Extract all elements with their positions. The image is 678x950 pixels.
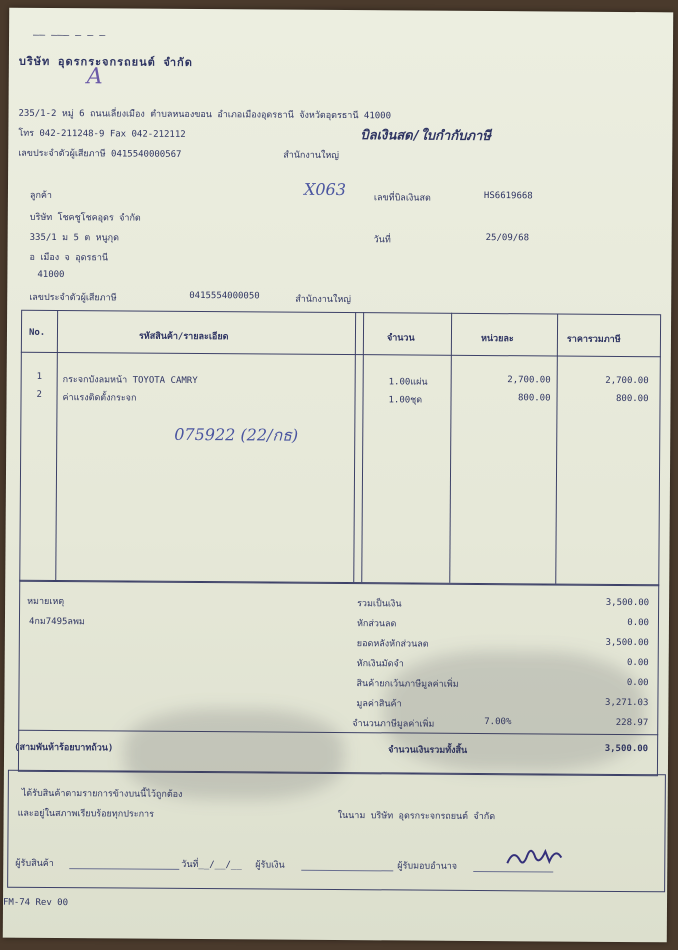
total-value: 3,271.03 (605, 697, 649, 709)
total-label: รวมเป็นเงิน (357, 599, 402, 610)
handwritten-code: X063 (303, 179, 346, 200)
company-phone: โทร 042-211248-9 Fax 042-212112 (18, 128, 186, 140)
bill-number-label: เลขที่บิลเงินสด (373, 193, 431, 204)
row-total: 800.00 (615, 393, 649, 405)
total-value: 3,500.00 (605, 637, 649, 649)
row-desc: กระจกบังลมหน้า TOYOTA CAMRY (62, 375, 198, 387)
total-value: 228.97 (615, 717, 649, 729)
bill-number: HS6619668 (483, 191, 533, 202)
col-header-qty: จำนวน (386, 333, 415, 344)
total-label: หักเงินมัดจำ (356, 659, 404, 670)
row-unit: 800.00 (517, 393, 551, 404)
remarks-label: หมายเหตุ (27, 596, 65, 608)
col-header-no: No. (28, 327, 46, 338)
handwritten-stamp: A (86, 64, 103, 90)
total-label: ยอดหลังหักส่วนลด (356, 639, 429, 650)
received-line1: ได้รับสินค้าตามรายการข้างบนนี้ไว้ถูกต้อง (21, 788, 183, 800)
vat-rate: 7.00% (484, 717, 512, 728)
total-label: สินค้ายกเว้นภาษีมูลค่าเพิ่ม (356, 679, 459, 690)
total-label: จำนวนภาษีมูลค่าเพิ่ม (352, 719, 435, 730)
company-tax-id: เลขประจำตัวผู้เสียภาษี 0415540000567 (18, 148, 182, 160)
customer-label: ลูกค้า (29, 190, 53, 201)
total-value: 3,500.00 (605, 597, 650, 609)
row-qty: 1.00ชุด (388, 395, 423, 406)
customer-name: บริษัท โชคชูโชคอุดร จำกัด (29, 212, 141, 224)
grand-total-label: จำนวนเงินรวมทั้งสิ้น (388, 745, 468, 756)
row-no: 2 (36, 389, 43, 400)
sig-date-label: วันที่__/__/__ (181, 859, 242, 871)
form-code: FM-74 Rev 00 (2, 897, 69, 909)
company-address: 235/1-2 หมู่ 6 ถนนเลี่ยงเมือง ตำบลหนองขอน อำเภอเมืองอุดรธานี จังหวัดอุดรธานี 41000 (18, 108, 392, 122)
bill-date: 25/09/68 (485, 233, 530, 244)
received-line2: และอยู่ในสภาพเรียบร้อยทุกประการ (17, 808, 154, 820)
sig-cashier-label: ผู้รับเงิน (255, 860, 285, 871)
on-behalf-of: ในนาม บริษัท อุดรกระจกรถยนต์ จำกัด (337, 811, 496, 823)
total-value: 0.00 (626, 658, 649, 669)
row-qty: 1.00แผ่น (388, 377, 428, 388)
customer-tax-label: เลขประจำตัวผู้เสียภาษี (29, 292, 117, 304)
total-label: มูลค่าสินค้า (356, 699, 402, 710)
col-header-desc: รหัสสินค้า/รายละเอียด (138, 331, 229, 343)
handwritten-signature (503, 841, 567, 871)
total-value: 0.00 (627, 618, 650, 629)
invoice-paper (3, 8, 673, 943)
handwritten-note: 075922 (22/กธ) (174, 424, 299, 445)
customer-tax-id: 0415554000050 (189, 290, 260, 302)
row-desc: ค่าแรงติดตั้งกระจก (62, 393, 137, 404)
sig-receiver-label: ผู้รับสินค้า (15, 858, 54, 870)
company-branch: สำนักงานใหญ่ (283, 150, 340, 161)
row-total: 2,700.00 (605, 375, 649, 387)
customer-addr1: 335/1 ม 5 ต หนูกุด (29, 232, 120, 244)
col-header-unit: หน่วยละ (480, 333, 514, 345)
total-value: 0.00 (626, 678, 649, 689)
customer-addr2: อ เมือง จ อุดรธานี (29, 252, 109, 264)
document-title: บิลเงินสด/ใบกำกับภาษี (360, 128, 491, 145)
customer-branch: สำนักงานใหญ่ (295, 294, 352, 306)
row-no: 1 (36, 371, 43, 382)
header-dashes: —— ——— — — — (33, 29, 106, 42)
bill-date-label: วันที่ (373, 235, 391, 246)
customer-zip: 41000 (37, 269, 65, 281)
remarks-value: 4กม7495ลพม (28, 616, 85, 628)
row-unit: 2,700.00 (507, 375, 551, 386)
total-label: หักส่วนลด (356, 619, 397, 630)
sig-authorized-label: ผู้รับมอบอำนาจ (397, 861, 458, 872)
grand-total-value: 3,500.00 (604, 743, 649, 755)
amount-in-words: (สามพันห้าร้อยบาทถ้วน) (14, 742, 114, 754)
company-name: บริษัท อุดรกระจกรถยนต์ จำกัด (18, 54, 193, 69)
items-table (19, 310, 661, 586)
col-header-total: ราคารวมภาษี (566, 334, 621, 345)
